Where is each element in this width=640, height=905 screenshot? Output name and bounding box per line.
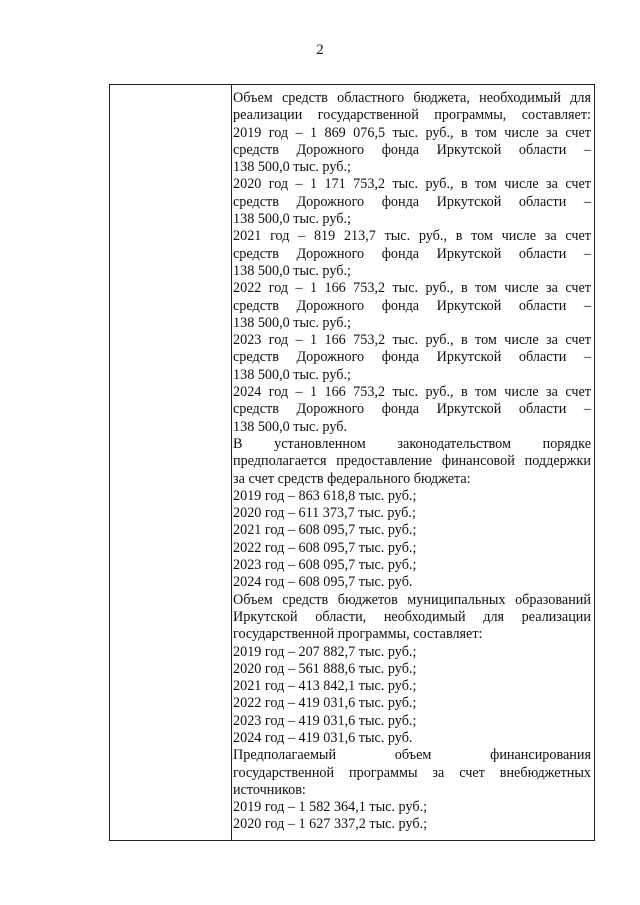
paragraph — [233, 695, 591, 712]
text-line: реализации государственной программы, составляет: — [233, 107, 591, 124]
paragraph — [233, 176, 591, 228]
text-line: Иркутской области, необходимый для реализации — [233, 608, 591, 625]
text-line: 2024 год – 608 095,7 тыс. руб. — [233, 574, 413, 591]
text-line: 2020 год – 611 373,7 тыс. руб.; — [233, 505, 416, 522]
text-line: средств Дорожного фонда Иркутской области – — [233, 349, 591, 366]
text-line: 138 500,0 тыс. руб.; — [233, 314, 351, 331]
text-line: 2019 год – 1 869 076,5 тыс. руб., в том числе за счет — [233, 124, 591, 141]
paragraph — [233, 799, 591, 816]
text-line: 2020 год – 1 171 753,2 тыс. руб., в том числе за счет — [233, 176, 591, 193]
text-line: 138 500,0 тыс. руб.; — [233, 211, 351, 228]
text-line: 2021 год – 608 095,7 тыс. руб.; — [233, 522, 417, 539]
paragraph — [233, 540, 591, 557]
text-line: предполагается предоставление финансовой поддержки — [233, 453, 591, 470]
text-line: средств Дорожного фонда Иркутской области – — [233, 401, 591, 418]
text-line: 138 500,0 тыс. руб. — [233, 418, 347, 435]
text-line: 2021 год – 413 842,1 тыс. руб.; — [233, 678, 417, 695]
text-line: 2019 год – 207 882,7 тыс. руб.; — [233, 643, 417, 660]
text-line: 2022 год – 608 095,7 тыс. руб.; — [233, 539, 417, 556]
paragraph — [233, 384, 591, 436]
paragraph — [233, 280, 591, 332]
text-line: 2019 год – 863 618,8 тыс. руб.; — [233, 487, 417, 504]
text-line: Объем средств областного бюджета, необходимый для — [233, 90, 591, 106]
text-line: 2021 год – 819 213,7 тыс. руб., в том числе за счет — [233, 228, 591, 245]
paragraph — [233, 678, 591, 695]
paragraph — [233, 574, 591, 591]
paragraph — [233, 747, 591, 799]
paragraph — [233, 661, 591, 678]
text-line: 2019 год – 1 582 364,1 тыс. руб.; — [233, 799, 428, 816]
paragraph — [233, 816, 591, 833]
paragraph — [233, 557, 591, 574]
paragraph — [233, 522, 591, 539]
table-left-cell — [110, 85, 232, 840]
text-line: 2020 год – 1 627 337,2 тыс. руб.; — [233, 816, 428, 833]
text-line: 2020 год – 561 888,6 тыс. руб.; — [233, 660, 417, 677]
paragraph — [233, 90, 591, 176]
paragraph — [233, 228, 591, 280]
text-line: средств Дорожного фонда Иркутской области – — [233, 141, 591, 158]
table-right-cell — [233, 90, 591, 834]
text-line: 2024 год – 1 166 753,2 тыс. руб., в том числе за счет — [233, 384, 591, 401]
text-line: 2023 год – 608 095,7 тыс. руб.; — [233, 557, 417, 574]
document-table — [109, 84, 595, 841]
text-line: 2024 год – 419 031,6 тыс. руб. — [233, 729, 413, 746]
text-line: средств Дорожного фонда Иркутской области – — [233, 297, 591, 314]
paragraph — [233, 505, 591, 522]
paragraph — [233, 592, 591, 644]
text-line: средств Дорожного фонда Иркутской области – — [233, 193, 591, 210]
text-line: 138 500,0 тыс. руб.; — [233, 159, 351, 176]
text-line: 2022 год – 419 031,6 тыс. руб.; — [233, 695, 417, 712]
paragraph — [233, 332, 591, 384]
text-line: средств Дорожного фонда Иркутской области – — [233, 245, 591, 262]
text-line: Объем средств бюджетов муниципальных образований — [233, 591, 591, 608]
paragraph — [233, 730, 591, 747]
text-line: 138 500,0 тыс. руб.; — [233, 262, 351, 279]
page-number: 2 — [316, 42, 324, 58]
paragraph — [233, 436, 591, 488]
text-line: В установленном законодательством порядке — [233, 435, 591, 452]
paragraph — [233, 488, 591, 505]
text-line: за счет средств федерального бюджета: — [233, 470, 471, 487]
paragraph — [233, 713, 591, 730]
text-line: 2022 год – 1 166 753,2 тыс. руб., в том числе за счет — [233, 280, 591, 297]
paragraph — [233, 644, 591, 661]
text-line: 2023 год – 1 166 753,2 тыс. руб., в том числе за счет — [233, 332, 591, 349]
text-line: 138 500,0 тыс. руб.; — [233, 366, 351, 383]
text-line: источников: — [233, 781, 306, 798]
text-line: 2023 год – 419 031,6 тыс. руб.; — [233, 712, 417, 729]
text-line: Предполагаемый объем финансирования — [233, 747, 591, 764]
text-line: государственной программы, составляет: — [233, 626, 483, 643]
text-line: государственной программы за счет внебюджетных — [233, 764, 591, 781]
